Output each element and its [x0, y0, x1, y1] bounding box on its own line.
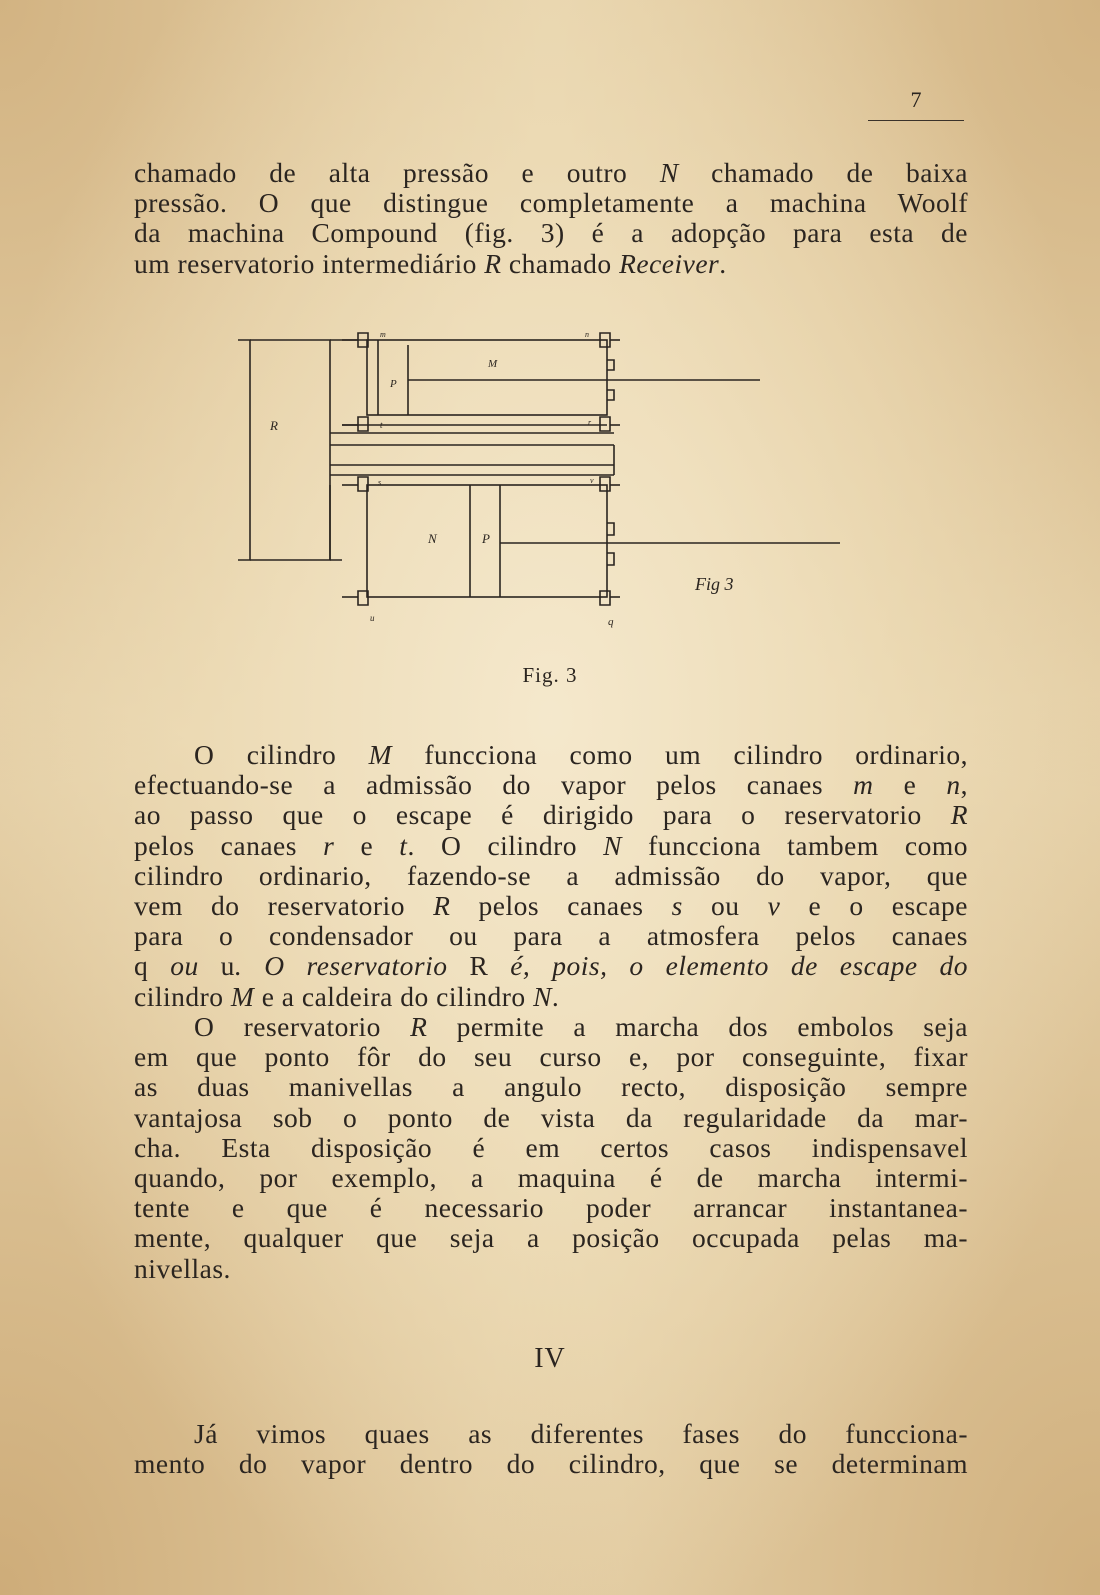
- text-line: [134, 1223, 968, 1253]
- italic-symbol: v: [767, 890, 781, 922]
- text-run: ou: [682, 890, 768, 922]
- italic-symbol: R: [950, 799, 968, 831]
- italic-symbol: r: [323, 829, 335, 861]
- label-q: q: [608, 616, 614, 628]
- label-u: u: [370, 613, 375, 623]
- italic-symbol: n: [946, 769, 961, 801]
- text-line: [134, 218, 968, 248]
- text-run: vem do reservatorio: [134, 890, 434, 922]
- italic-symbol: t: [399, 829, 408, 861]
- figure-3-compound-engine-diagram: [230, 325, 870, 645]
- text-line: [134, 831, 968, 861]
- text-line: [134, 891, 968, 921]
- text-line: [134, 1133, 968, 1163]
- text-run: as duas manivellas a angulo recto, disposição sempre: [134, 1071, 968, 1103]
- label-s: s: [378, 478, 382, 487]
- text-run: u: [220, 950, 235, 982]
- text-run: cilindro ordinario, fazendo-se a admissão do vapor, que: [134, 859, 968, 891]
- page-number-rule: [868, 120, 964, 121]
- label-m: m: [380, 330, 386, 339]
- italic-symbol: m: [853, 769, 874, 801]
- page-number: 7: [910, 87, 922, 112]
- text-line: [134, 188, 968, 218]
- text-run: e: [873, 769, 947, 801]
- text-run: mente, qualquer que seja a posição occupada pelas ma-: [134, 1222, 968, 1254]
- text-line: [134, 158, 968, 188]
- label-r: r: [588, 418, 592, 427]
- italic-symbol: M: [368, 739, 392, 770]
- label-v: v: [590, 476, 594, 485]
- text-run: e o escape: [780, 890, 969, 922]
- italic-symbol: R: [410, 1011, 428, 1042]
- text-line: [134, 1012, 968, 1042]
- italic-symbol: N: [659, 157, 679, 188]
- italic-symbol: R: [433, 890, 451, 922]
- text-run: em que ponto fôr do seu curso e, por conseguinte, fixar: [134, 1041, 968, 1073]
- handwritten-fig-note: Fig 3: [695, 574, 734, 594]
- text-line: [134, 770, 968, 800]
- label-t: t: [380, 420, 383, 430]
- text-run: mento do vapor dentro do cilindro, que se determinam: [134, 1448, 968, 1480]
- label-N: N: [428, 531, 437, 546]
- text-line: [134, 740, 968, 770]
- text-run: pelos canaes: [450, 890, 672, 922]
- text-line: [134, 1254, 968, 1284]
- text-run: .: [551, 980, 560, 1012]
- text-run: chamado de baixa: [678, 157, 969, 188]
- text-run: cha. Esta disposição é em certos casos indispensavel: [134, 1131, 968, 1163]
- diagram-svg: [230, 325, 870, 645]
- figure-caption: Fig. 3: [522, 663, 578, 687]
- text-line: [134, 1072, 968, 1102]
- label-R: R: [270, 418, 278, 433]
- text-run: um reservatorio intermediário: [134, 247, 485, 279]
- text-line: [134, 921, 968, 951]
- text-run: chamado: [501, 247, 620, 279]
- text-line: [134, 800, 968, 830]
- text-run: efectuando-se a admissão do vapor pelos canaes: [134, 769, 854, 801]
- text-run: quando, por exemplo, a maquina é de marcha intermi-: [134, 1162, 968, 1194]
- italic-symbol: Receiver: [619, 247, 720, 279]
- paragraph-1: [134, 740, 968, 1012]
- text-run: O cilindro: [194, 739, 369, 770]
- cylinder-M: [367, 340, 607, 415]
- text-run: tente e que é necessario poder arrancar instantanea-: [134, 1192, 968, 1224]
- italic-symbol: s: [671, 890, 683, 922]
- italic-symbol: M: [230, 980, 255, 1012]
- text-line: [134, 951, 968, 981]
- section-heading: IV: [534, 1343, 566, 1374]
- paragraph-3: [134, 1419, 968, 1479]
- label-piston-bottom: P: [482, 531, 490, 546]
- text-line: [134, 982, 968, 1012]
- label-n: n: [585, 330, 589, 339]
- italic-symbol: N: [603, 829, 622, 861]
- text-run: para o condensador ou para a atmosfera pelos canaes: [134, 920, 968, 952]
- receiver-R-right: [330, 340, 342, 560]
- text-run: nivellas.: [134, 1252, 231, 1284]
- text-run: vantajosa sob o ponto de vista da regularidade da mar-: [134, 1101, 968, 1133]
- top-paragraph: [134, 158, 968, 279]
- italic-symbol: R: [484, 247, 502, 279]
- text-run: funcciona tambem como: [621, 829, 968, 861]
- text-run: chamado de alta pressão e outro: [134, 157, 660, 188]
- text-line: [134, 249, 968, 279]
- text-line: [134, 1103, 968, 1133]
- text-line: [134, 1193, 968, 1223]
- receiver-R-outline: [238, 340, 250, 560]
- text-run: funcciona como um cilindro ordinario,: [391, 739, 968, 770]
- text-line: [134, 861, 968, 891]
- text-run: cilindro: [134, 980, 231, 1012]
- text-run: pelos canaes: [134, 829, 324, 861]
- text-line: [134, 1449, 968, 1479]
- text-run: .: [719, 247, 727, 279]
- text-run: e a caldeira do cilindro: [254, 980, 534, 1012]
- text-run: e: [334, 829, 400, 861]
- text-run: O reservatorio: [194, 1011, 411, 1042]
- text-run: permite a marcha dos embolos seja: [427, 1011, 968, 1042]
- text-line: [134, 1419, 968, 1449]
- italic-symbol: . O reservatorio: [234, 950, 470, 982]
- receiver-R-inner: [250, 340, 330, 560]
- text-run: pressão. O que distingue completamente a machina Woolf: [134, 187, 968, 219]
- text-run: . O cilindro: [407, 829, 604, 861]
- text-run: da machina Compound (fig. 3) é a adopção para esta de: [134, 217, 968, 249]
- text-run: Já vimos quaes as diferentes fases do funcciona-: [194, 1418, 968, 1449]
- text-run: ,: [960, 769, 968, 801]
- text-run: q: [134, 950, 149, 982]
- text-line: [134, 1163, 968, 1193]
- label-piston-top: P: [390, 378, 397, 390]
- italic-symbol: é, pois, o elemento de escape do: [488, 950, 969, 982]
- label-M: M: [488, 358, 498, 370]
- text-line: [134, 1042, 968, 1072]
- italic-symbol: N: [533, 980, 552, 1012]
- italic-symbol: ou: [148, 950, 221, 982]
- text-run: ao passo que o escape é dirigido para o reservatorio: [134, 799, 951, 831]
- paragraph-2: [134, 1012, 968, 1284]
- text-run: R: [469, 950, 489, 982]
